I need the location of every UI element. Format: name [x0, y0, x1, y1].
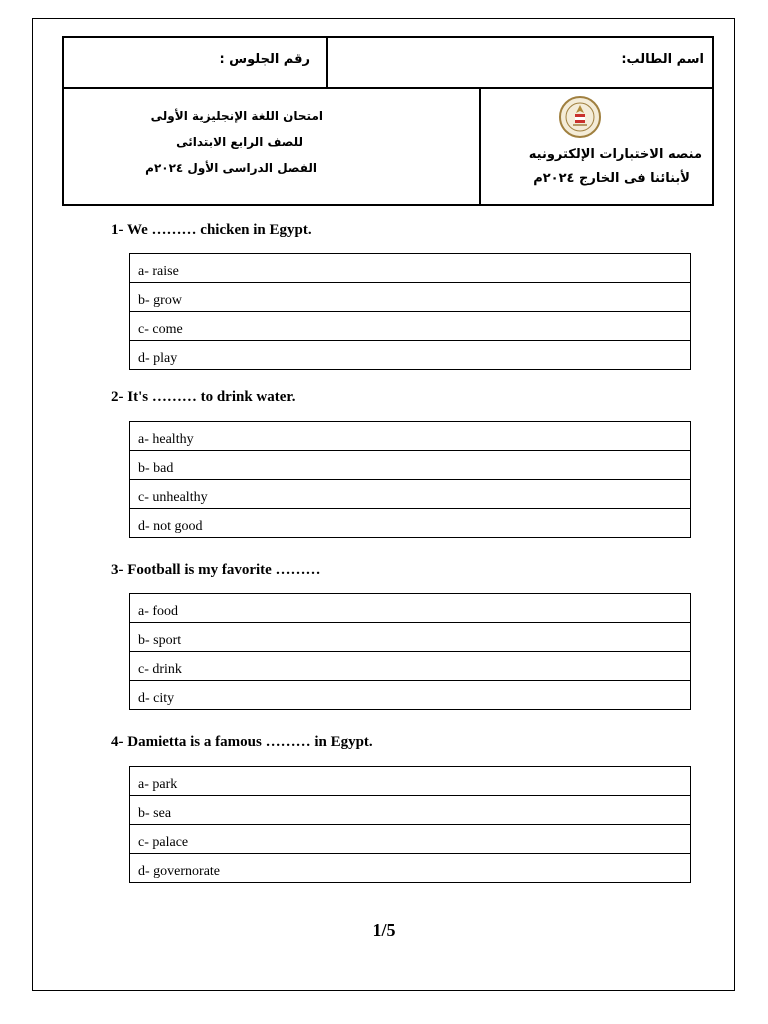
option-d[interactable]: d- city	[130, 681, 690, 710]
question-3: 3- Football is my favorite ………	[111, 562, 321, 578]
header-title-row	[64, 89, 712, 204]
question-2: 2- It's ……… to drink water.	[111, 389, 296, 405]
option-c[interactable]: c- drink	[130, 652, 690, 681]
exam-grade-line: للصف الرابع الابتدائى	[176, 135, 303, 149]
option-d[interactable]: d- play	[130, 341, 690, 370]
option-a[interactable]: a- raise	[130, 254, 690, 283]
page-number: 1/5	[372, 920, 396, 940]
platform-audience-line: لأبنائنا فى الخارج ٢٠٢٤م	[533, 171, 690, 186]
seat-number-label: رقم الجلوس :	[219, 52, 310, 67]
option-a[interactable]: a- park	[130, 767, 690, 796]
exam-header	[62, 36, 714, 206]
option-b[interactable]: b- bad	[130, 451, 690, 480]
header-info-row	[64, 38, 712, 89]
platform-cell	[481, 89, 712, 204]
ministry-seal-icon	[558, 95, 602, 139]
option-b[interactable]: b- grow	[130, 283, 690, 312]
question-2-options	[129, 421, 691, 538]
option-d[interactable]: d- governorate	[130, 854, 690, 883]
platform-name-line: منصه الاختبارات الإلكترونيه	[528, 147, 702, 162]
question-4: 4- Damietta is a famous ……… in Egypt.	[111, 734, 373, 750]
option-a[interactable]: a- healthy	[130, 422, 690, 451]
exam-title-line: امتحان اللغة الإنجليزية الأولى	[150, 109, 323, 123]
student-name-cell	[328, 38, 712, 87]
exam-term-line: الفصل الدراسى الأول ٢٠٢٤م	[145, 161, 317, 175]
question-1: 1- We ……… chicken in Egypt.	[111, 222, 312, 238]
option-b[interactable]: b- sport	[130, 623, 690, 652]
student-name-label: اسم الطالب:	[621, 52, 704, 67]
question-4-options	[129, 766, 691, 883]
option-c[interactable]: c- unhealthy	[130, 480, 690, 509]
option-a[interactable]: a- food	[130, 594, 690, 623]
exam-title-cell	[64, 89, 481, 204]
seat-number-cell	[64, 38, 328, 87]
option-d[interactable]: d- not good	[130, 509, 690, 538]
question-1-options	[129, 253, 691, 370]
option-c[interactable]: c- palace	[130, 825, 690, 854]
option-c[interactable]: c- come	[130, 312, 690, 341]
option-b[interactable]: b- sea	[130, 796, 690, 825]
question-3-options	[129, 593, 691, 710]
